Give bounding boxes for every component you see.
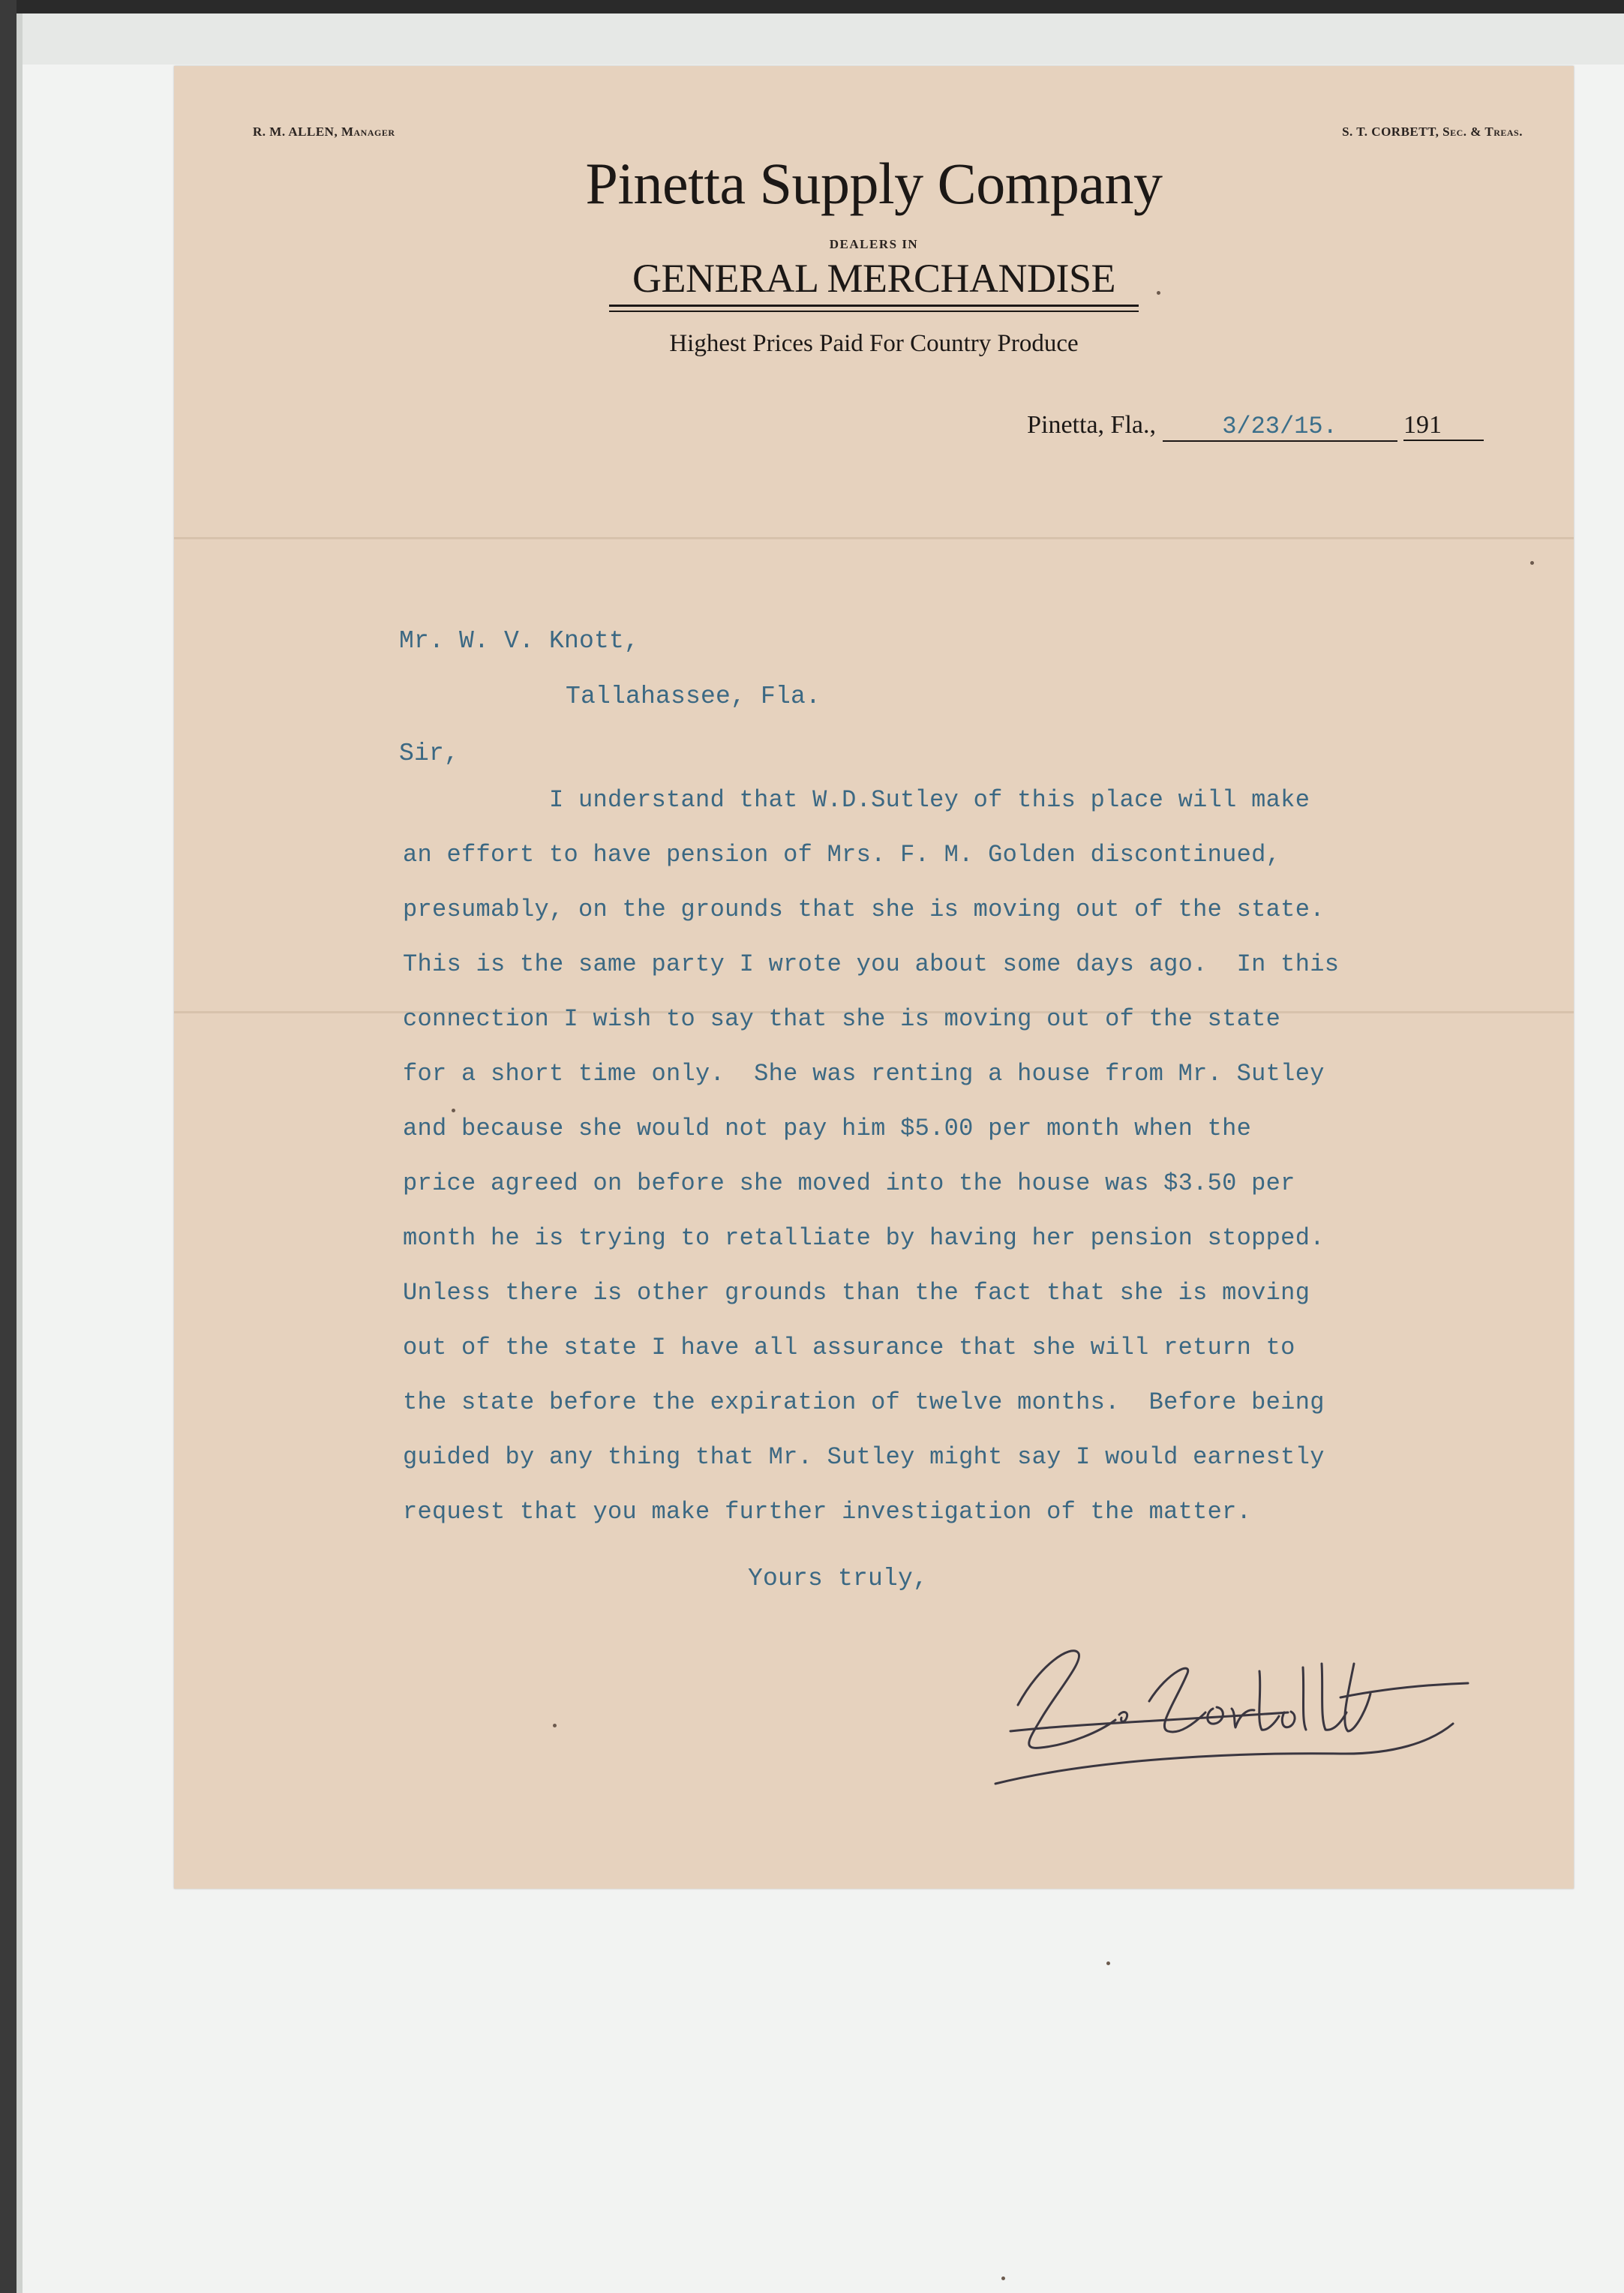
- scanner-left-shadow: [17, 14, 23, 2293]
- handwritten-signature: [988, 1619, 1528, 1799]
- manager-name: R. M. ALLEN, Manager: [253, 125, 395, 139]
- letter-body: [403, 773, 1550, 1539]
- body-line: an effort to have pension of Mrs. F. M. Golden discontinued,: [403, 841, 1281, 869]
- letter-sheet: [174, 66, 1574, 1889]
- body-line: connection I wish to say that she is moving out of the state: [403, 1005, 1281, 1033]
- tagline: Highest Prices Paid For Country Produce: [669, 330, 1079, 357]
- paper-speck: [1530, 561, 1534, 565]
- place-label: Pinetta, Fla.,: [1027, 411, 1156, 439]
- body-line: guided by any thing that Mr. Sutley might say I would earnestly: [403, 1443, 1325, 1471]
- scanner-bed: [0, 14, 1624, 65]
- secretary-name: S. T. CORBETT, Sec. & Treas.: [1342, 125, 1523, 139]
- body-line: This is the same party I wrote you about some days ago. In this: [403, 950, 1340, 978]
- company-name: Pinetta Supply Company: [585, 151, 1163, 216]
- fold-crease: [174, 537, 1574, 539]
- body-line: Unless there is other grounds than the fact that she is moving: [403, 1279, 1310, 1307]
- recipient-name: Mr. W. V. Knott,: [399, 627, 640, 655]
- heading-double-rule: [609, 311, 1139, 312]
- body-line: out of the state I have all assurance that she will return to: [403, 1334, 1295, 1361]
- body-line: I understand that W.D.Sutley of this place will make: [403, 786, 1310, 814]
- body-line: price agreed on before she moved into the house was $3.50 per: [403, 1169, 1295, 1197]
- dealers-in-label: DEALERS IN: [829, 237, 919, 251]
- paper-speck: [553, 1724, 557, 1727]
- year-prefix: 191: [1403, 411, 1484, 441]
- scanner-speck: [1106, 1961, 1110, 1965]
- closing: Yours truly,: [748, 1565, 929, 1592]
- scanner-speck: [1001, 2276, 1005, 2280]
- dateline: [1027, 411, 1484, 442]
- paper-speck: [1157, 291, 1160, 295]
- scanner-left-edge: [0, 0, 17, 2293]
- salutation: Sir,: [399, 740, 460, 767]
- body-line: and because she would not pay him $5.00 per month when the: [403, 1115, 1252, 1142]
- letter-date: 3/23/15.: [1163, 413, 1397, 442]
- body-line: the state before the expiration of twelve months. Before being: [403, 1388, 1325, 1416]
- body-line: month he is trying to retalliate by having her pension stopped.: [403, 1224, 1325, 1252]
- body-line: presumably, on the grounds that she is moving out of the state.: [403, 896, 1325, 923]
- scanner-top-edge: [0, 0, 1624, 14]
- body-line: request that you make further investigation of the matter.: [403, 1498, 1252, 1526]
- body-line: for a short time only. She was renting a house from Mr. Sutley: [403, 1060, 1325, 1088]
- merchandise-heading: GENERAL MERCHANDISE: [609, 255, 1139, 307]
- recipient-city: Tallahassee, Fla.: [566, 683, 821, 710]
- paper-speck: [452, 1109, 455, 1112]
